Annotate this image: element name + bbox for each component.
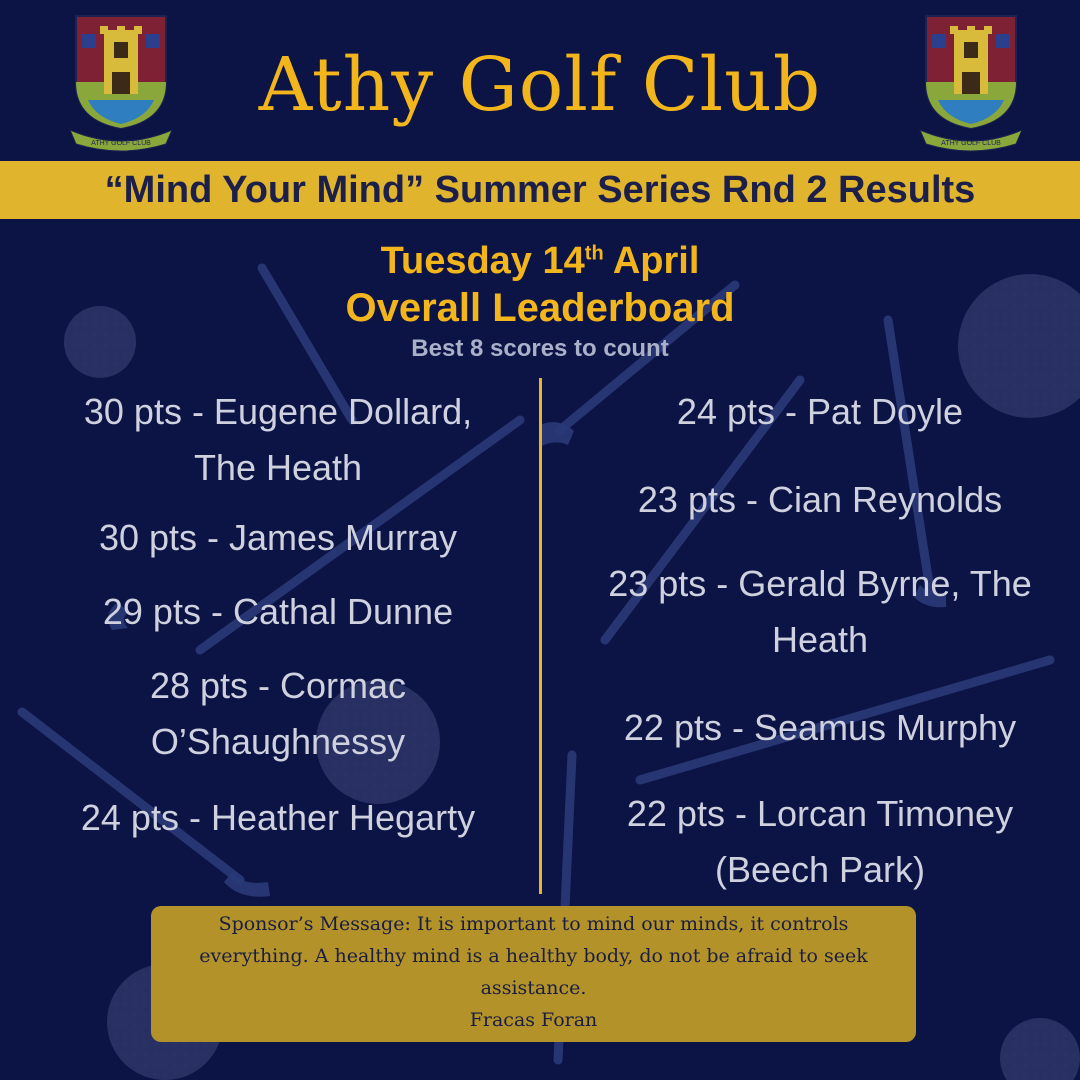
event-date [240,238,840,284]
event-date-prefix: Tuesday 14 [380,240,585,282]
entry-line: The Heath [193,447,363,488]
leaderboard-entry [560,786,1080,898]
leaderboard-entry [30,510,526,566]
event-date-ordinal: th [584,242,604,265]
club-title: Athy Golf Club [258,42,822,128]
leaderboard-entry [560,384,1080,440]
entry-line: 23 pts - Cian Reynolds [637,479,1003,520]
banner-text: “Mind Your Mind” Summer Series Rnd 2 Results [104,169,976,211]
entry-line: O’Shaughnessy [150,721,406,762]
leaderboard-entry [560,700,1080,756]
golf-ball-icon [1000,1018,1080,1080]
entry-line: 30 pts - James Murray [98,517,458,558]
leaderboard-entry [560,556,1080,668]
entry-line: 24 pts - Heather Hegarty [80,797,476,838]
entry-line: Heath [771,619,869,660]
entry-line: 30 pts - Eugene Dollard, [83,391,473,432]
column-divider [539,378,542,894]
entry-line: 22 pts - Seamus Murphy [623,707,1017,748]
golf-ball-icon [64,306,136,378]
entry-line: 28 pts - Cormac [149,665,407,706]
leaderboard-entry [30,790,526,846]
crest-motto: ATHY GOLF CLUB [941,140,1001,147]
entry-line: 29 pts - Cathal Dunne [102,591,454,632]
entry-line: 22 pts - Lorcan Timoney [626,793,1014,834]
leaderboard-entry [30,384,526,496]
leaderboard-title: Overall Leaderboard [345,286,735,330]
golf-club-icon [888,320,930,590]
entry-line: (Beech Park) [714,849,926,890]
sponsor-message: Sponsor’s Message: It is important to mind our minds, it controls everything. A healthy mind is a healthy body, do not be afraid to seek assistance. [199,913,868,999]
scoring-note: Best 8 scores to count [411,335,669,362]
leaderboard-entry [560,472,1080,528]
entry-line: 24 pts - Pat Doyle [676,391,964,432]
entry-line: 23 pts - Gerald Byrne, The [608,563,1032,604]
leaderboard-entry [30,658,526,770]
club-crest-icon [916,12,1026,152]
event-date-month: April [603,240,700,282]
sponsor-signature: Fracas Foran [469,1009,598,1031]
golf-club-head-icon [224,872,270,897]
club-crest-icon [66,12,176,152]
crest-motto: ATHY GOLF CLUB [91,140,151,147]
sponsor-message-box [151,906,916,1042]
leaderboard-entry [30,584,526,640]
